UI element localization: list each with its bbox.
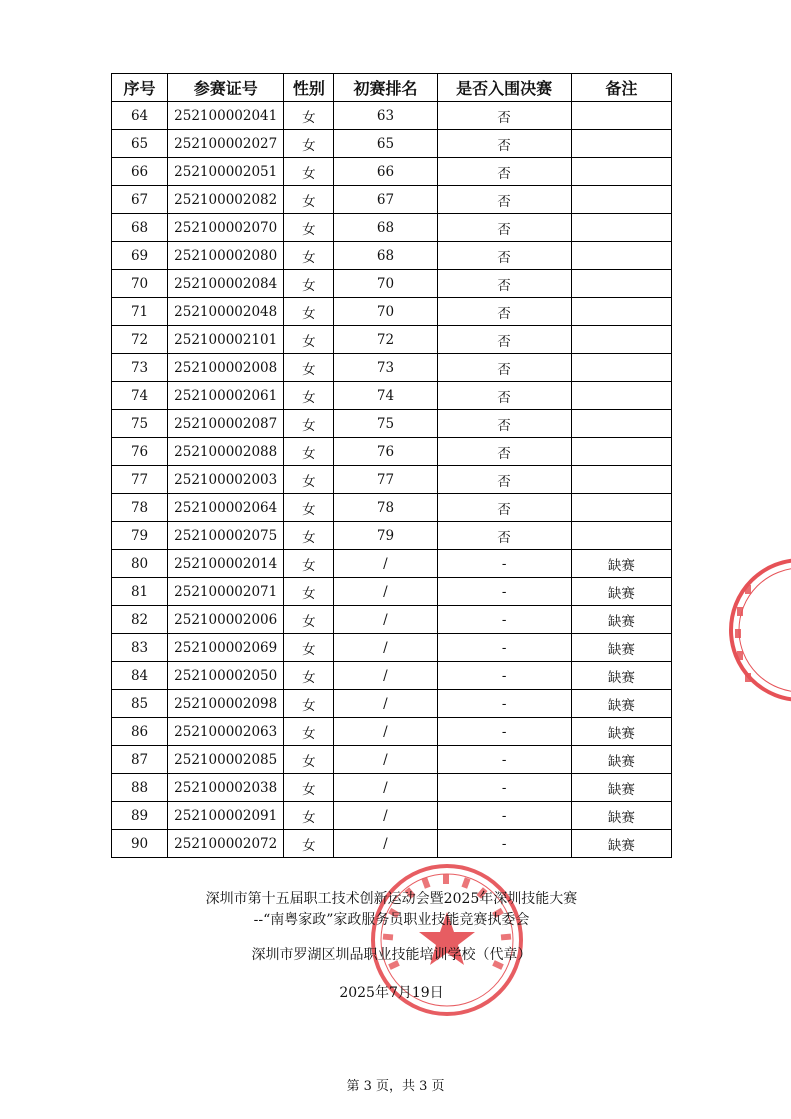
cell-finalist: 否 (437, 466, 571, 494)
table-row (112, 354, 672, 382)
cell-seq: 73 (112, 354, 168, 382)
cell-prelim-rank: 66 (334, 158, 437, 186)
cell-entry-id: 252100002050 (168, 662, 284, 690)
cell-seq: 80 (112, 550, 168, 578)
cell-remarks: 缺赛 (571, 606, 671, 634)
cell-gender: 女 (284, 774, 334, 802)
cell-gender: 女 (284, 410, 334, 438)
table-row (112, 186, 672, 214)
cell-gender: 女 (284, 718, 334, 746)
cell-seq: 69 (112, 242, 168, 270)
cell-remarks (571, 438, 671, 466)
cell-remarks (571, 242, 671, 270)
header-entry-id: 参赛证号 (168, 74, 284, 102)
cell-seq: 81 (112, 578, 168, 606)
cell-seq: 88 (112, 774, 168, 802)
table-row (112, 466, 672, 494)
table-row (112, 214, 672, 242)
cell-finalist: 否 (437, 494, 571, 522)
cell-gender: 女 (284, 242, 334, 270)
cell-entry-id: 252100002069 (168, 634, 284, 662)
cell-seq: 83 (112, 634, 168, 662)
cell-remarks (571, 522, 671, 550)
table-row (112, 298, 672, 326)
cell-remarks: 缺赛 (571, 830, 671, 858)
cell-finalist: - (437, 634, 571, 662)
cell-gender: 女 (284, 802, 334, 830)
cell-remarks (571, 326, 671, 354)
cell-remarks (571, 382, 671, 410)
cell-finalist: - (437, 746, 571, 774)
table-row (112, 438, 672, 466)
edge-seal-fragment (723, 555, 791, 705)
page-number: 第 3 页，共 3 页 (346, 1079, 445, 1094)
cell-seq: 84 (112, 662, 168, 690)
cell-finalist: - (437, 718, 571, 746)
cell-remarks (571, 102, 671, 130)
cell-finalist: - (437, 690, 571, 718)
cell-prelim-rank: / (334, 774, 437, 802)
table-row (112, 550, 672, 578)
cell-gender: 女 (284, 662, 334, 690)
cell-remarks: 缺赛 (571, 746, 671, 774)
cell-gender: 女 (284, 382, 334, 410)
table-row (112, 746, 672, 774)
cell-prelim-rank: / (334, 746, 437, 774)
cell-gender: 女 (284, 634, 334, 662)
cell-remarks: 缺赛 (571, 774, 671, 802)
table-row (112, 718, 672, 746)
cell-finalist: 否 (437, 242, 571, 270)
table-row (112, 382, 672, 410)
cell-seq: 71 (112, 298, 168, 326)
table-row (112, 158, 672, 186)
table-header-row (112, 74, 672, 102)
cell-remarks (571, 410, 671, 438)
cell-prelim-rank: 73 (334, 354, 437, 382)
cell-entry-id: 252100002006 (168, 606, 284, 634)
cell-seq: 90 (112, 830, 168, 858)
cell-remarks: 缺赛 (571, 634, 671, 662)
cell-seq: 87 (112, 746, 168, 774)
cell-seq: 79 (112, 522, 168, 550)
cell-seq: 76 (112, 438, 168, 466)
cell-entry-id: 252100002061 (168, 382, 284, 410)
cell-prelim-rank: / (334, 690, 437, 718)
cell-seq: 70 (112, 270, 168, 298)
cell-prelim-rank: 79 (334, 522, 437, 550)
cell-finalist: 否 (437, 214, 571, 242)
cell-gender: 女 (284, 186, 334, 214)
signature-block (111, 882, 672, 1012)
cell-entry-id: 252100002071 (168, 578, 284, 606)
cell-entry-id: 252100002064 (168, 494, 284, 522)
table-row (112, 270, 672, 298)
cell-entry-id: 252100002101 (168, 326, 284, 354)
cell-remarks (571, 466, 671, 494)
cell-prelim-rank: 78 (334, 494, 437, 522)
cell-gender: 女 (284, 158, 334, 186)
cell-gender: 女 (284, 270, 334, 298)
table-row (112, 578, 672, 606)
cell-prelim-rank: / (334, 550, 437, 578)
cell-gender: 女 (284, 326, 334, 354)
cell-prelim-rank: 63 (334, 102, 437, 130)
cell-remarks (571, 270, 671, 298)
cell-finalist: 否 (437, 130, 571, 158)
cell-entry-id: 252100002082 (168, 186, 284, 214)
table-row (112, 802, 672, 830)
cell-entry-id: 252100002085 (168, 746, 284, 774)
cell-finalist: - (437, 662, 571, 690)
cell-gender: 女 (284, 130, 334, 158)
cell-entry-id: 252100002091 (168, 802, 284, 830)
cell-entry-id: 252100002072 (168, 830, 284, 858)
cell-seq: 66 (112, 158, 168, 186)
cell-prelim-rank: 70 (334, 298, 437, 326)
cell-finalist: 否 (437, 438, 571, 466)
table-row (112, 662, 672, 690)
table-row (112, 522, 672, 550)
cell-entry-id: 252100002088 (168, 438, 284, 466)
table-row (112, 830, 672, 858)
cell-finalist: - (437, 774, 571, 802)
committee-line-1: 深圳市第十五届职工技术创新运动会暨2025年深圳技能大赛 (205, 891, 578, 907)
header-seq: 序号 (112, 74, 168, 102)
cell-finalist: - (437, 606, 571, 634)
cell-remarks: 缺赛 (571, 802, 671, 830)
cell-seq: 64 (112, 102, 168, 130)
cell-prelim-rank: / (334, 662, 437, 690)
cell-prelim-rank: 70 (334, 270, 437, 298)
cell-seq: 72 (112, 326, 168, 354)
cell-remarks: 缺赛 (571, 550, 671, 578)
cell-gender: 女 (284, 550, 334, 578)
cell-gender: 女 (284, 438, 334, 466)
cell-remarks (571, 214, 671, 242)
table-row (112, 690, 672, 718)
cell-prelim-rank: / (334, 830, 437, 858)
cell-entry-id: 252100002075 (168, 522, 284, 550)
cell-entry-id: 252100002008 (168, 354, 284, 382)
cell-finalist: 否 (437, 186, 571, 214)
cell-gender: 女 (284, 830, 334, 858)
cell-finalist: 否 (437, 326, 571, 354)
organizer-name: 深圳市罗湖区圳品职业技能培训学校（代章） (251, 947, 532, 963)
cell-gender: 女 (284, 606, 334, 634)
cell-seq: 65 (112, 130, 168, 158)
cell-entry-id: 252100002080 (168, 242, 284, 270)
cell-seq: 85 (112, 690, 168, 718)
cell-entry-id: 252100002014 (168, 550, 284, 578)
cell-remarks: 缺赛 (571, 578, 671, 606)
cell-gender: 女 (284, 354, 334, 382)
cell-gender: 女 (284, 214, 334, 242)
cell-entry-id: 252100002038 (168, 774, 284, 802)
cell-remarks: 缺赛 (571, 662, 671, 690)
cell-entry-id: 252100002041 (168, 102, 284, 130)
header-finalist: 是否入围决赛 (437, 74, 571, 102)
table-row (112, 242, 672, 270)
cell-seq: 82 (112, 606, 168, 634)
committee-line-2: --“南粤家政”家政服务员职业技能竞赛执委会 (253, 912, 530, 928)
cell-prelim-rank: 76 (334, 438, 437, 466)
table-row (112, 102, 672, 130)
cell-seq: 86 (112, 718, 168, 746)
cell-prelim-rank: 72 (334, 326, 437, 354)
table-row (112, 634, 672, 662)
cell-seq: 68 (112, 214, 168, 242)
cell-gender: 女 (284, 102, 334, 130)
cell-prelim-rank: / (334, 606, 437, 634)
cell-entry-id: 252100002084 (168, 270, 284, 298)
table-body (112, 102, 672, 858)
cell-finalist: 否 (437, 298, 571, 326)
cell-seq: 77 (112, 466, 168, 494)
cell-remarks: 缺赛 (571, 718, 671, 746)
cell-finalist: - (437, 578, 571, 606)
table-row (112, 774, 672, 802)
cell-finalist: - (437, 550, 571, 578)
cell-gender: 女 (284, 578, 334, 606)
table-row (112, 326, 672, 354)
cell-seq: 74 (112, 382, 168, 410)
cell-entry-id: 252100002098 (168, 690, 284, 718)
cell-finalist: 否 (437, 270, 571, 298)
cell-prelim-rank: 67 (334, 186, 437, 214)
cell-prelim-rank: / (334, 578, 437, 606)
cell-seq: 78 (112, 494, 168, 522)
cell-prelim-rank: 77 (334, 466, 437, 494)
cell-gender: 女 (284, 522, 334, 550)
cell-prelim-rank: 75 (334, 410, 437, 438)
cell-gender: 女 (284, 298, 334, 326)
cell-finalist: 否 (437, 354, 571, 382)
cell-gender: 女 (284, 466, 334, 494)
cell-remarks (571, 130, 671, 158)
cell-prelim-rank: 68 (334, 214, 437, 242)
header-gender: 性别 (284, 74, 334, 102)
issue-date: 2025年7月19日 (339, 985, 444, 1001)
cell-entry-id: 252100002051 (168, 158, 284, 186)
cell-finalist: 否 (437, 158, 571, 186)
cell-finalist: 否 (437, 410, 571, 438)
cell-prelim-rank: / (334, 718, 437, 746)
results-table (111, 73, 672, 858)
cell-finalist: 否 (437, 102, 571, 130)
cell-finalist: 否 (437, 382, 571, 410)
cell-remarks (571, 354, 671, 382)
cell-prelim-rank: 74 (334, 382, 437, 410)
cell-finalist: - (437, 802, 571, 830)
cell-prelim-rank: 68 (334, 242, 437, 270)
header-prelim-rank: 初赛排名 (334, 74, 437, 102)
cell-entry-id: 252100002003 (168, 466, 284, 494)
header-remarks: 备注 (571, 74, 671, 102)
cell-seq: 75 (112, 410, 168, 438)
cell-entry-id: 252100002063 (168, 718, 284, 746)
cell-entry-id: 252100002087 (168, 410, 284, 438)
cell-remarks (571, 494, 671, 522)
table-row (112, 130, 672, 158)
cell-entry-id: 252100002070 (168, 214, 284, 242)
cell-gender: 女 (284, 494, 334, 522)
cell-prelim-rank: / (334, 634, 437, 662)
cell-remarks (571, 158, 671, 186)
table-row (112, 494, 672, 522)
cell-prelim-rank: / (334, 802, 437, 830)
cell-seq: 67 (112, 186, 168, 214)
cell-remarks (571, 186, 671, 214)
cell-finalist: - (437, 830, 571, 858)
cell-prelim-rank: 65 (334, 130, 437, 158)
table-row (112, 606, 672, 634)
cell-entry-id: 252100002048 (168, 298, 284, 326)
cell-remarks (571, 298, 671, 326)
cell-remarks: 缺赛 (571, 690, 671, 718)
cell-gender: 女 (284, 746, 334, 774)
cell-finalist: 否 (437, 522, 571, 550)
table-row (112, 410, 672, 438)
cell-gender: 女 (284, 690, 334, 718)
cell-seq: 89 (112, 802, 168, 830)
cell-entry-id: 252100002027 (168, 130, 284, 158)
